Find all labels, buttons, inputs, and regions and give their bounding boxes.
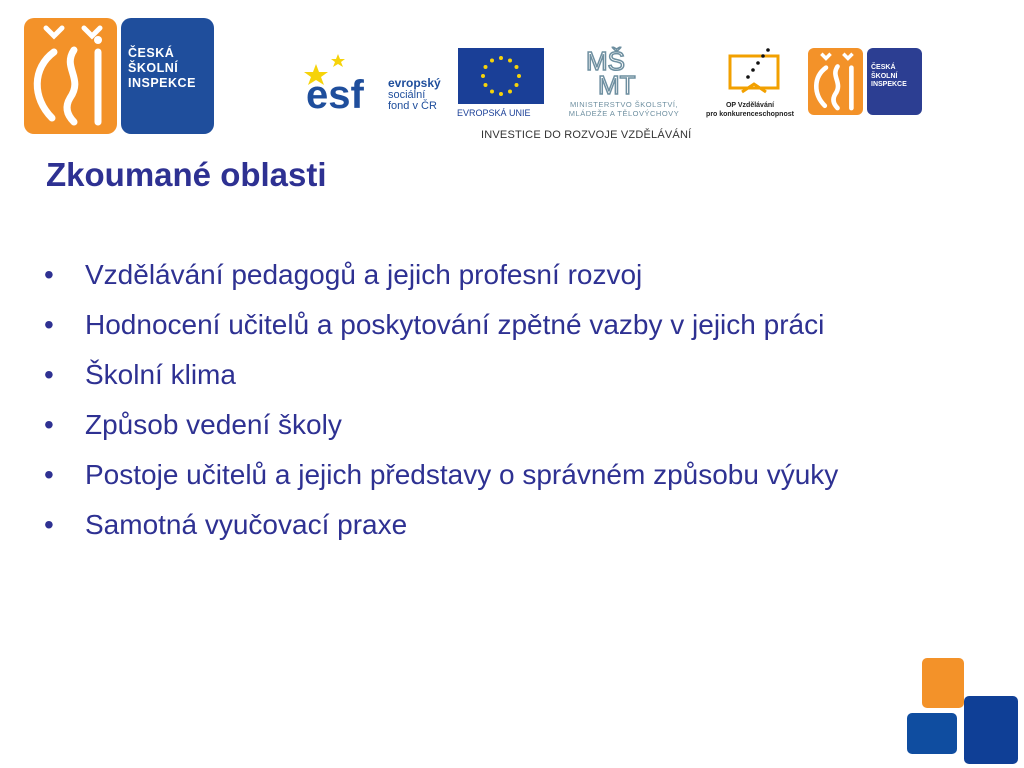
svg-text:MŠ: MŠ: [586, 46, 625, 76]
csi-logo-mark: [24, 18, 117, 134]
bullet-text: Školní klima: [85, 359, 236, 390]
msmt-label-line: MINISTERSTVO ŠKOLSTVÍ,: [569, 100, 679, 109]
bullet-text: Vzdělávání pedagogů a jejich profesní rozvoj: [85, 259, 643, 290]
bullet-list: [44, 258, 944, 558]
decorative-square-blue-large: [964, 696, 1018, 764]
msmt-label: [550, 100, 698, 118]
bullet-dot-icon: •: [44, 459, 54, 490]
bullet-item: [44, 358, 944, 392]
csi-logo-line: ČESKÁ: [128, 46, 175, 60]
csi-logo-line: ŠKOLNÍ: [128, 61, 179, 75]
eu-flag-icon: [458, 48, 544, 104]
esf-logo-icon: [304, 50, 382, 110]
bullet-dot-icon: •: [44, 509, 54, 540]
msmt-logo-icon: [586, 46, 646, 96]
op-label-line: pro konkurenceschopnost: [706, 110, 794, 118]
csi-mini-logo-text: [871, 64, 907, 90]
decorative-square-blue-small: [907, 713, 957, 754]
bullet-item: [44, 308, 944, 342]
decorative-square-orange: [922, 658, 964, 708]
bullet-item: [44, 508, 944, 542]
esf-text: [388, 78, 441, 112]
csi-mini-logo-line: INSPEKCE: [871, 81, 907, 88]
esf-word: esf: [306, 73, 364, 110]
bullet-text: Hodnocení učitelů a poskytování zpětné vazby v jejich práci: [85, 309, 825, 340]
csi-mini-logo-line: ŠKOLNÍ: [871, 72, 898, 80]
bullet-item: [44, 458, 944, 492]
op-logo-icon: [724, 46, 784, 96]
csi-logo-text: [128, 46, 196, 91]
csi-logo: [24, 18, 214, 134]
bullet-dot-icon: •: [44, 309, 54, 340]
bullet-dot-icon: •: [44, 259, 54, 290]
bullet-dot-icon: •: [44, 359, 54, 390]
esf-line: evropský: [388, 76, 441, 90]
bullet-text: Postoje učitelů a jejich představy o správném způsobu výuky: [85, 459, 839, 490]
esf-line: fond v ČR: [388, 100, 437, 112]
bullet-text: Samotná vyučovací praxe: [85, 509, 408, 540]
bullet-item: [44, 258, 944, 292]
csi-mini-logo-mark: [808, 48, 863, 115]
csi-logo-line: INSPEKCE: [128, 76, 196, 90]
partner-logos: [304, 44, 922, 142]
slide-title: Zkoumané oblasti: [46, 156, 327, 193]
msmt-label-line: MLÁDEŽE A TĚLOVÝCHOVY: [568, 109, 680, 118]
esf-line: sociální: [388, 89, 426, 101]
eu-label: EVROPSKÁ UNIE: [457, 108, 531, 118]
op-label-line: OP Vzdělávání: [725, 102, 775, 109]
bullet-dot-icon: •: [44, 409, 54, 440]
op-label: [696, 102, 804, 119]
svg-text:MT: MT: [598, 70, 636, 96]
bullet-item: [44, 408, 944, 442]
bullet-text: Způsob vedení školy: [85, 409, 342, 440]
investment-tagline: INVESTICE DO ROZVOJE VZDĚLÁVÁNÍ: [481, 129, 692, 141]
csi-mini-logo-line: ČESKÁ: [871, 64, 896, 71]
